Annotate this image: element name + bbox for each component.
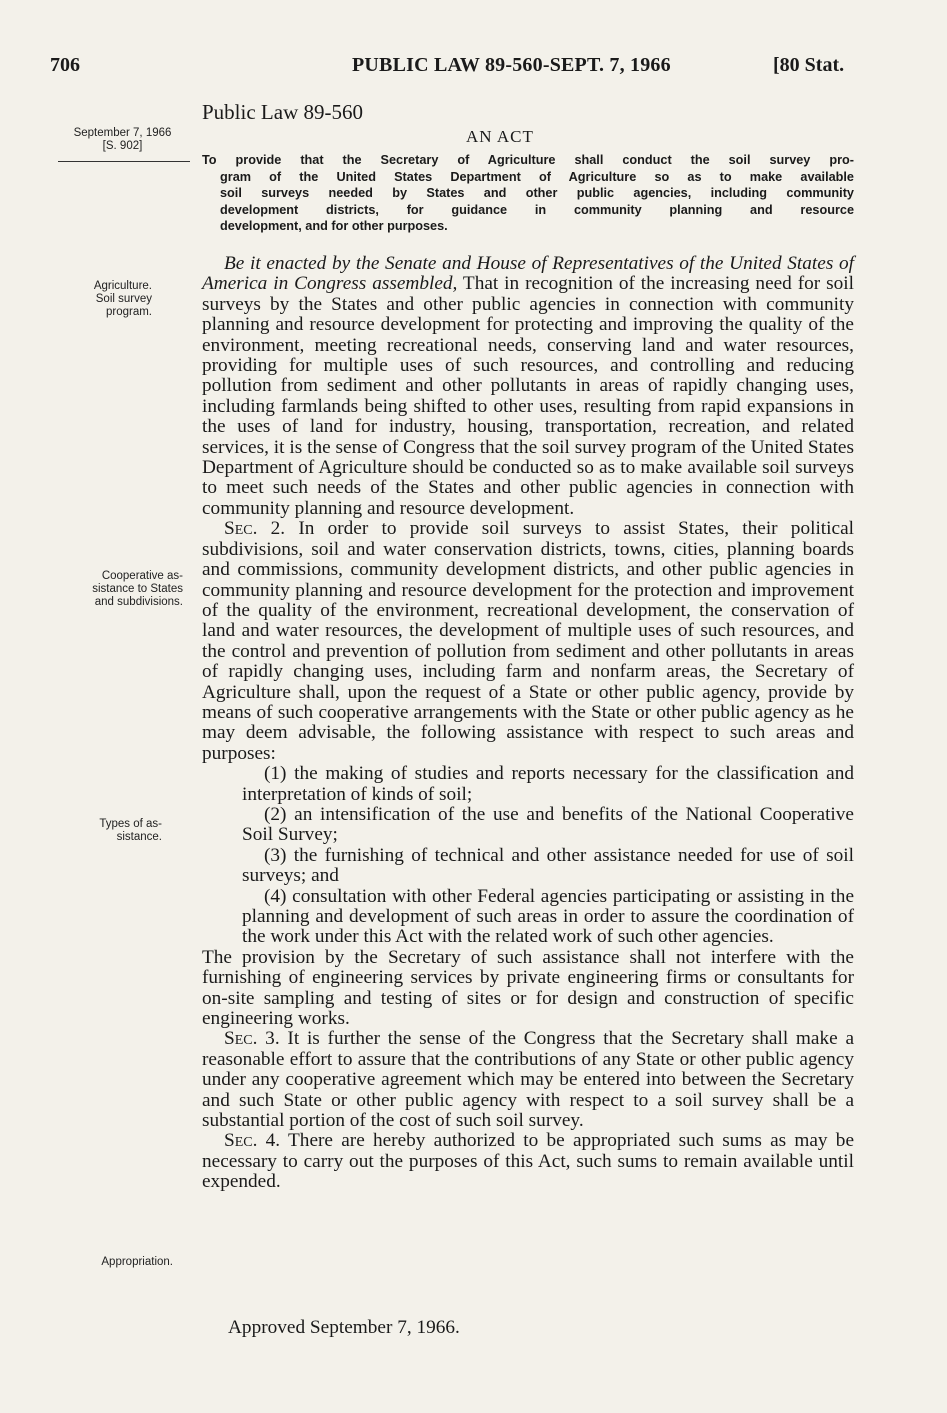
section-4-text: There are hereby authorized to be appropriated such sums as may be necessary to carry out the purposes of this Act, such sums to remain available until expended. bbox=[202, 1130, 855, 1193]
enacting-clause: Be it enacted by the Senate and House of Representatives of the United States of America in Congress assembled, bbox=[202, 253, 854, 295]
margin-note-line: Appropriation. bbox=[101, 1256, 173, 1268]
section-4 bbox=[202, 1131, 854, 1192]
margin-note-line: and subdivisions. bbox=[94, 596, 183, 608]
act-purpose bbox=[202, 152, 854, 235]
proviso: The provision by the Secretary of such assistance shall not interfere with the furnishing of engineering services by private engineering firms or consultants for on-site sampling and testing of sites or for design and construction of specific engineering works. bbox=[202, 946, 854, 1030]
purpose-line: soil surveys needed by States and other public agencies, including community bbox=[220, 186, 854, 200]
margin-note-line: Types of as- bbox=[99, 818, 162, 830]
margin-bill-number: [S. 902] bbox=[102, 140, 143, 152]
running-header bbox=[0, 54, 947, 84]
section-3 bbox=[202, 1029, 854, 1131]
section-1-text: That in recognition of the increasing need for soil surveys by the States and other public agencies in connection with community planning and resource development for protecting and improving the quality of the environment, meeting recreational needs, conserving land and water resources, providing for multiple uses of such resources, and controlling and reducing pollution from sediment and other pollutants in areas of rapidly changing uses, including farmlands being shifted to other uses, resulting from rapid expansions in the uses of land for industry, housing, transportation, recreation, and related services, it is the sense of Congress that the soil survey program of the United States Department of Agriculture should be conducted so as to make available soil surveys to meet such needs of the States and other public agencies in connection with community planning and resource development. bbox=[202, 273, 855, 519]
section-2-text: In order to provide soil surveys to assist States, their political subdivisions, soil and water conservation districts, towns, cities, planning boards and commissions, community development districts, and other public agencies in community planning and resource development for the protection and improvement of the quality of the environment, recreational development, the conservation of land and water resources, the development of multiple uses of such resources, and the control and prevention of pollution from sediment and other pollutants in areas of rapidly changing uses, including farm and nonfarm areas, the Secretary of Agriculture shall, upon the request of a State or other public agency, provide by means of such cooperative arrangements with the State or other public agency as he may deem advisable, the following assistance with respect to such areas and purposes: bbox=[202, 518, 854, 764]
margin-divider bbox=[58, 161, 190, 162]
assistance-item: (2) an intensification of the use and benefits of the National Cooperative Soil Survey; bbox=[242, 803, 854, 846]
purpose-line: development districts, for guidance in community planning and resource bbox=[220, 202, 854, 217]
margin-note-line: Cooperative as- bbox=[101, 570, 183, 582]
margin-note-appropriation bbox=[40, 1256, 173, 1269]
assistance-item: (3) the furnishing of technical and other assistance needed for use of soil surveys; and bbox=[242, 844, 854, 887]
assistance-item: (1) the making of studies and reports necessary for the classification and interpretation of kinds of soil; bbox=[242, 763, 854, 805]
section-1 bbox=[202, 254, 854, 519]
section-4-label: Sec. 4. bbox=[224, 1130, 281, 1152]
margin-date-note bbox=[50, 127, 195, 153]
header-title: PUBLIC LAW 89-560-SEPT. 7, 1966 bbox=[352, 54, 671, 76]
page-number: 706 bbox=[50, 54, 80, 76]
section-2 bbox=[202, 519, 854, 764]
act-body bbox=[202, 254, 854, 1193]
margin-note-line: Agriculture. bbox=[93, 280, 152, 292]
margin-note-line: program. bbox=[105, 306, 152, 318]
margin-note-cooperative bbox=[40, 570, 183, 609]
purpose-line: development, and for other purposes. bbox=[220, 219, 448, 233]
margin-note-types bbox=[40, 818, 162, 844]
an-act-heading: AN ACT bbox=[466, 127, 534, 146]
section-3-label: Sec. 3. bbox=[224, 1028, 280, 1050]
margin-note-line: sistance. bbox=[116, 831, 162, 843]
public-law-title: Public Law 89-560 bbox=[202, 100, 363, 124]
purpose-line: gram of the United States Department of Agriculture so as to make available bbox=[220, 169, 854, 184]
assistance-item: (4) consultation with other Federal agencies participating or assisting in the planning and development of such areas in order to assure the coordination of the work under this Act with the related work of such other agencies. bbox=[242, 885, 854, 948]
margin-note-agriculture bbox=[40, 280, 152, 319]
purpose-line: To provide that the Secretary of Agriculture shall conduct the soil survey pro- bbox=[202, 153, 854, 167]
margin-date: September 7, 1966 bbox=[73, 127, 172, 139]
approval-line: Approved September 7, 1966. bbox=[228, 1317, 460, 1338]
statutes-reference: [80 Stat. bbox=[773, 54, 845, 76]
margin-note-line: Soil survey bbox=[95, 293, 152, 305]
section-2-label: Sec. 2. bbox=[224, 518, 286, 540]
margin-note-line: sistance to States bbox=[92, 583, 183, 595]
section-3-text: It is further the sense of the Congress that the Secretary shall make a reasonable effort to assure that the contributions of any State or other public agency under any cooperative agreement which may be entered into between the Secretary and such State or other public agency with respect to a soil survey shall be a substantial portion of the cost of such soil survey. bbox=[202, 1028, 854, 1132]
